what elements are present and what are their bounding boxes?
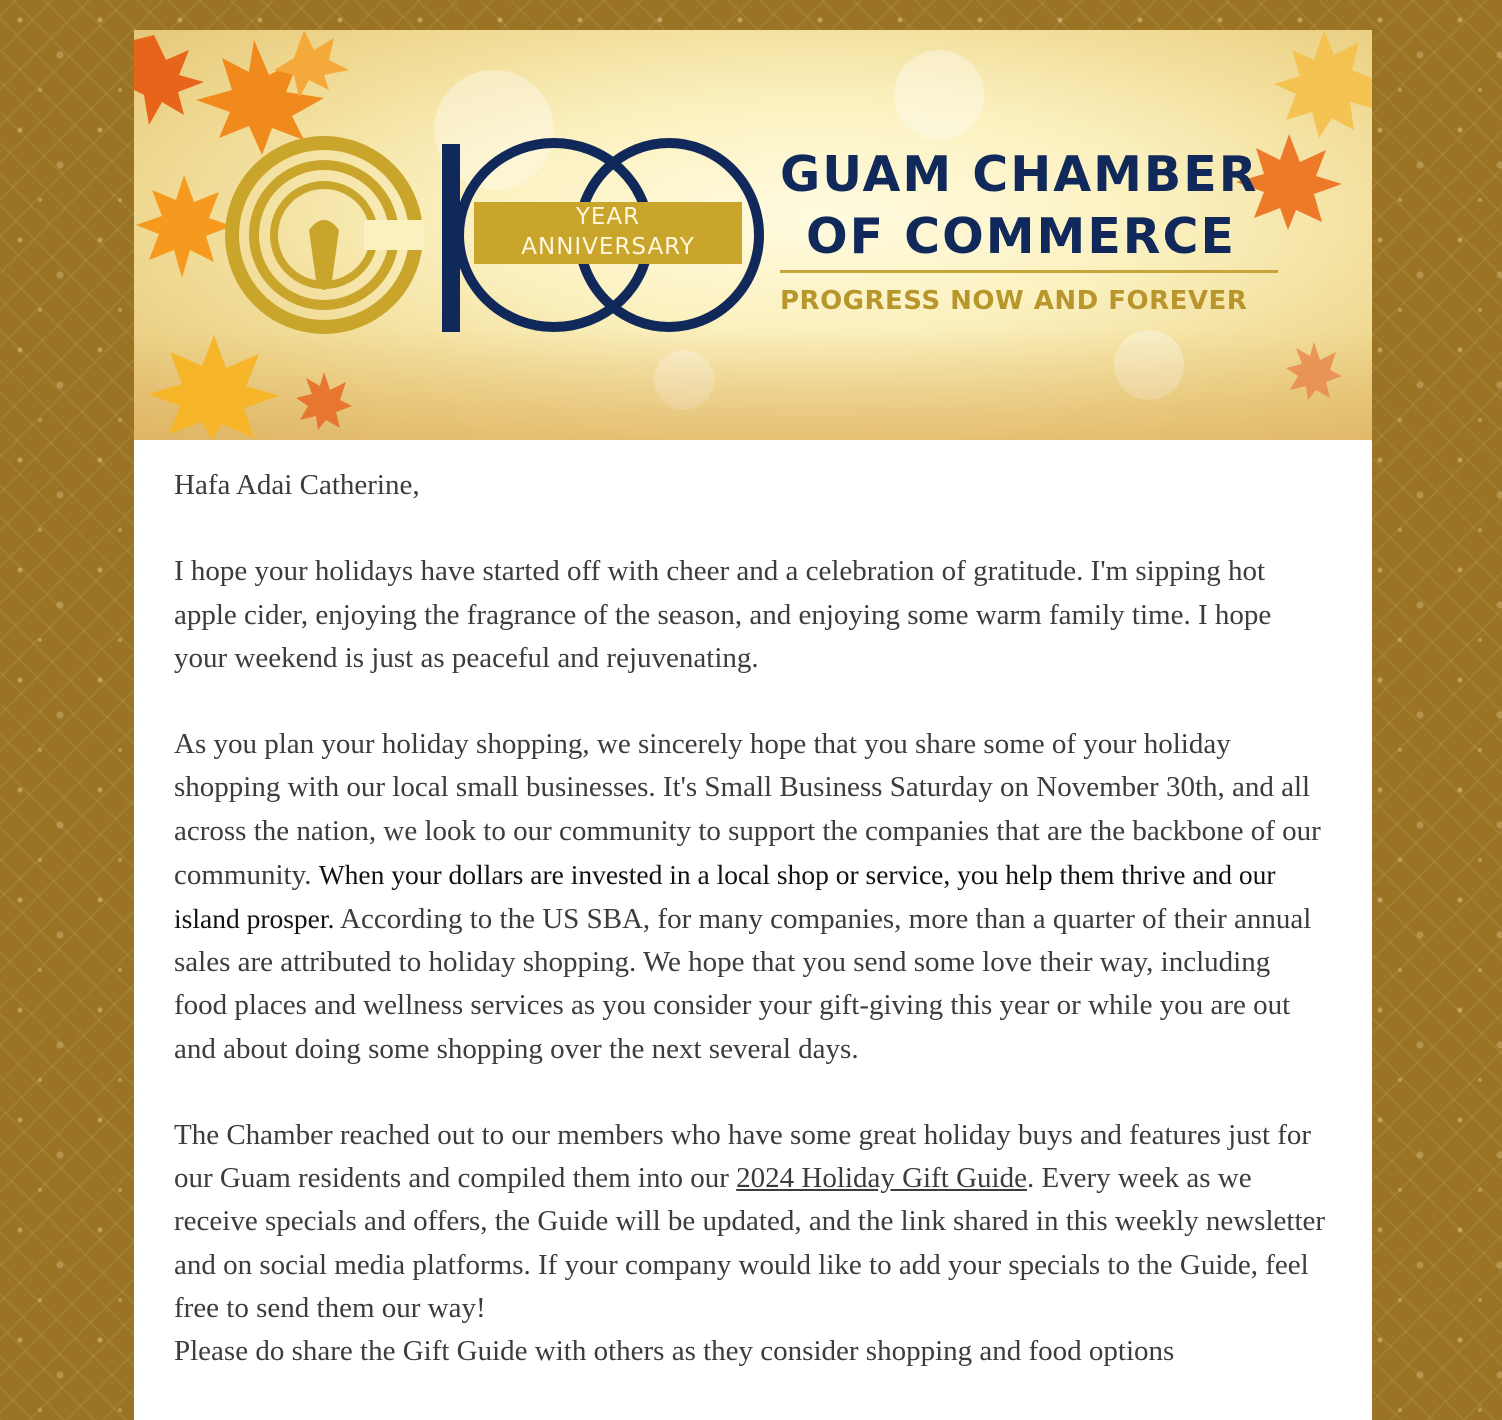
org-name-line2: OF COMMERCE: [806, 208, 1236, 265]
maple-leaf-icon: [134, 170, 234, 280]
gift-guide-link[interactable]: 2024 Holiday Gift Guide: [736, 1162, 1027, 1195]
paragraph-share-guide: Please do share the Gift Guide with others as they consider shopping and food options: [174, 1335, 1175, 1368]
email-content: [134, 30, 1372, 1420]
org-tagline: PROGRESS NOW AND FOREVER: [780, 286, 1248, 316]
divider: [780, 270, 1278, 273]
paragraph-text: The Chamber reached out to our members who have some great holiday buys and features just for our Guam residents and compiled them into our: [174, 1119, 1312, 1195]
org-name-line1: GUAM CHAMBER: [780, 146, 1259, 203]
paragraph-text-highlight: When your dollars are invested in a local shop or service, you help them thrive and our island prosper.: [174, 858, 1276, 934]
paragraph-gift-guide: [174, 1114, 1328, 1330]
maple-leaf-icon: [294, 370, 354, 430]
greeting: Hafa Adai Catherine,: [174, 469, 420, 501]
paragraph-text: According to the US SBA, for many companies, more than a quarter of their annual sales are attributed to holiday shopping. We hope that you send some love their way, including food places and wellness services as you consider your gift-giving this year or while you are out and about doing some shopping over the next several days.: [174, 903, 1312, 1065]
maple-leaf-icon: [1284, 340, 1344, 400]
paragraph-text: As you plan your holiday shopping, we sincerely hope that you share some of your holiday shopping with our local small businesses. It's Small Business Saturday on November 30th, and all across the nation, we look to our community to support the companies that are the backbone of our community.: [174, 728, 1321, 891]
maple-leaf-icon: [144, 330, 284, 440]
org-name: [780, 144, 1258, 268]
anniversary-label: [474, 202, 742, 262]
paragraph-holiday-wishes: I hope your holidays have started off with cheer and a celebration of gratitude. I'm sipping hot apple cider, enjoying the fragrance of the season, and enjoying some warm family time. I hope your weekend is just as peaceful and rejuvenating.: [174, 555, 1272, 674]
paragraph-text: . Every week as we receive specials and offers, the Guide will be updated, and the link shared in this weekly newsletter and on social media platforms. If your company would like to add your specials to the Guide, feel free to send them our way!: [174, 1162, 1326, 1324]
anniversary-line1: YEAR: [575, 204, 641, 230]
bokeh-light: [894, 50, 984, 140]
anniversary-line2: ANNIVERSARY: [521, 234, 695, 260]
header-banner: [134, 30, 1372, 440]
email-body: [134, 440, 1372, 1373]
maple-leaf-icon: [1214, 30, 1372, 140]
paragraph-small-business: [174, 723, 1328, 1071]
